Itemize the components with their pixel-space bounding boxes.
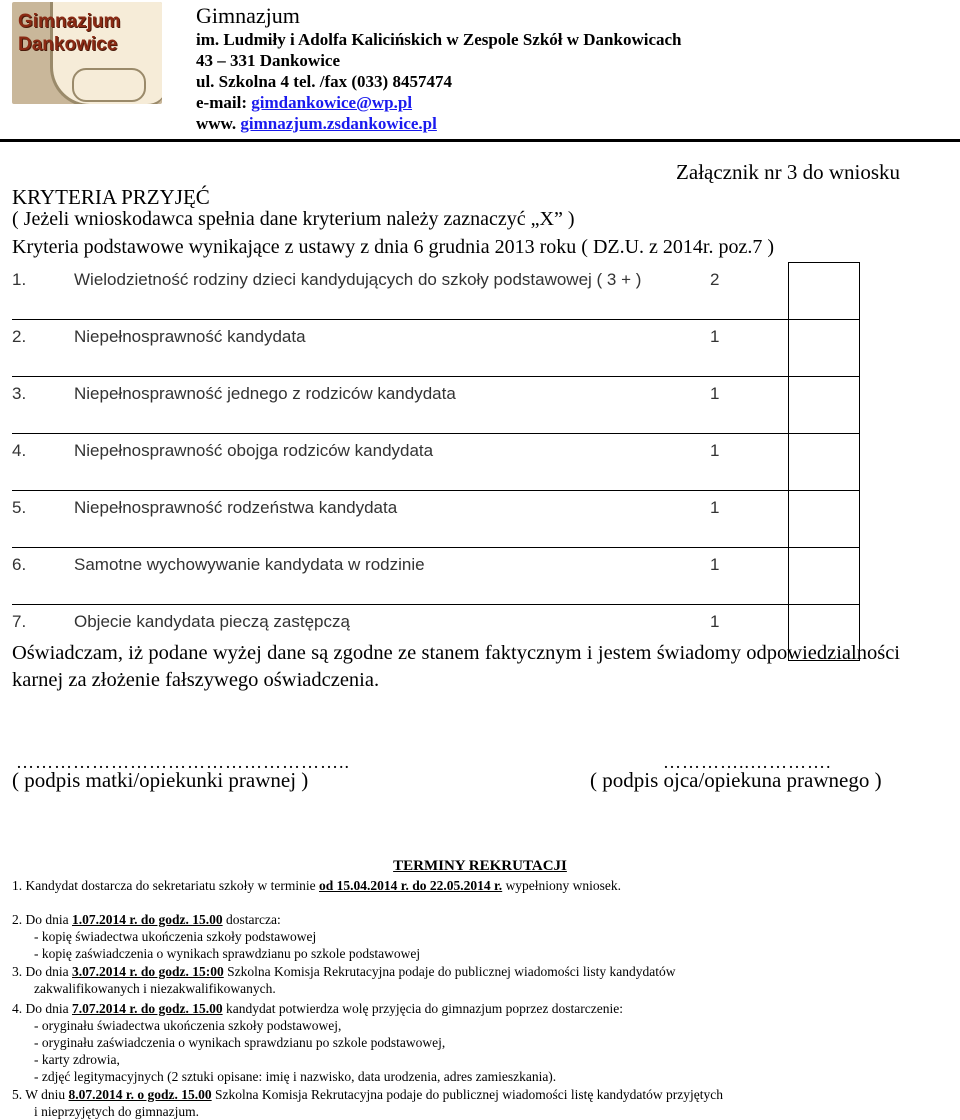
email-link[interactable]: gimdankowice@wp.pl <box>251 93 413 112</box>
school-logo <box>12 2 162 104</box>
term-5-date: 8.07.2014 r. o godz. 15.00 <box>68 1087 212 1102</box>
criterion-checkbox[interactable] <box>789 376 860 433</box>
terms-title: TERMINY REKRUTACJI <box>393 858 567 874</box>
annex-label: Załącznik nr 3 do wniosku <box>676 160 900 184</box>
criteria-table <box>12 262 860 661</box>
criterion-points: 1 <box>710 604 789 661</box>
criterion-number: 7. <box>12 611 27 631</box>
term-3-date: 3.07.2014 r. do godz. 15:00 <box>72 964 224 979</box>
criterion-text-cell <box>12 376 710 433</box>
criterion-points: 1 <box>710 490 789 547</box>
criterion-checkbox[interactable] <box>789 490 860 547</box>
criterion-label: Wielodzietność rodziny dzieci kandydujących do szkoły podstawowej ( 3 + ) <box>74 269 642 289</box>
school-street-phone: ul. Szkolna 4 tel. /fax (033) 8457474 <box>196 72 452 91</box>
www-label: www. <box>196 114 241 133</box>
criterion-row <box>12 319 860 376</box>
website-link[interactable]: gimnazjum.zsdankowice.pl <box>240 114 437 133</box>
criterion-text-cell <box>12 547 710 604</box>
term-2-item-1: - kopię świadectwa ukończenia szkoły podstawowej <box>34 929 317 944</box>
term-3-text-end: Szkolna Komisja Rekrutacyjna podaje do publicznej wiadomości listy kandydatów <box>223 964 676 979</box>
criterion-points: 1 <box>710 376 789 433</box>
term-4-item-1: - oryginału świadectwa ukończenia szkoły podstawowej, <box>34 1018 342 1033</box>
term-2-item-2: - kopię zaświadczenia o wynikach sprawdzianu po szkole podstawowej <box>34 946 421 961</box>
term-2-date: 1.07.2014 r. do godz. 15.00 <box>72 912 223 927</box>
criterion-number: 5. <box>12 497 27 517</box>
term-5 <box>12 1086 902 1103</box>
school-full-name: im. Ludmiły i Adolfa Kalicińskich w Zespole Szkół w Dankowicach <box>196 30 682 49</box>
term-4 <box>12 1000 902 1017</box>
term-1-text: 1. Kandydat dostarcza do sekretariatu szkoły w terminie <box>12 878 320 893</box>
criterion-checkbox[interactable] <box>789 433 860 490</box>
term-5-text-end: Szkolna Komisja Rekrutacyjna podaje do publicznej wiadomości listę kandydatów przyjętych <box>211 1087 724 1102</box>
term-3 <box>12 963 902 980</box>
signature-line-father: …………..…………. <box>663 752 832 772</box>
criterion-text-cell <box>12 263 710 320</box>
instruction-note: ( Jeżeli wnioskodawca spełnia dane kryterium należy zaznaczyć „X” ) <box>12 208 575 230</box>
criterion-number: 4. <box>12 440 27 460</box>
criterion-number: 6. <box>12 554 27 574</box>
criterion-checkbox[interactable] <box>789 319 860 376</box>
criterion-row <box>12 376 860 433</box>
hand-thumb-graphic <box>72 68 146 102</box>
criterion-number: 1. <box>12 269 27 289</box>
criterion-label: Niepełnosprawność kandydata <box>74 326 306 346</box>
term-1-dates: od 15.04.2014 r. do 22.05.2014 r. <box>319 878 503 893</box>
signature-line-mother: …………………………………………….. <box>16 752 350 772</box>
term-3-text: 3. Do dnia <box>12 964 72 979</box>
criterion-text-cell <box>12 490 710 547</box>
term-4-item-2: - oryginału zaświadczenia o wynikach sprawdzianu po szkole podstawowej, <box>34 1035 446 1050</box>
criterion-checkbox[interactable] <box>789 263 860 320</box>
term-4-text: 4. Do dnia <box>12 1001 72 1016</box>
criterion-row <box>12 263 860 320</box>
criterion-label: Objecie kandydata pieczą zastępczą <box>74 611 350 631</box>
criterion-checkbox[interactable] <box>789 547 860 604</box>
criterion-row <box>12 433 860 490</box>
criterion-points: 1 <box>710 547 789 604</box>
logo-text-line1: Gimnazjum <box>18 11 121 32</box>
logo-text-line2: Dankowice <box>18 34 118 55</box>
term-2-text-end: dostarcza: <box>222 912 281 927</box>
term-5-cont: i nieprzyjętych do gimnazjum. <box>34 1104 199 1119</box>
term-5-text: 5. W dniu <box>12 1087 69 1102</box>
header-divider <box>0 139 960 142</box>
school-www-line <box>196 113 437 134</box>
criterion-number: 2. <box>12 326 27 346</box>
criterion-points: 1 <box>710 319 789 376</box>
term-1-text-end: wypełniony wniosek. <box>502 878 622 893</box>
term-4-item-4: - zdjęć legitymacyjnych (2 sztuki opisane: imię i nazwisko, data urodzenia, adres zamieszkania). <box>34 1069 557 1084</box>
term-4-text-end: kandydat potwierdza wolę przyjęcia do gimnazjum poprzez dostarczenie: <box>222 1001 623 1016</box>
document-title: KRYTERIA PRZYJĘĆ <box>12 185 210 209</box>
criterion-label: Niepełnosprawność obojga rodziców kandydata <box>74 440 434 460</box>
term-1 <box>12 877 902 894</box>
term-2 <box>12 911 902 928</box>
criterion-text-cell <box>12 319 710 376</box>
criterion-text-cell <box>12 433 710 490</box>
signature-label-father: ( podpis ojca/opiekuna prawnego ) <box>590 768 882 792</box>
legal-basis: Kryteria podstawowe wynikające z ustawy z dnia 6 grudnia 2013 roku ( DZ.U. z 2014r. poz.7 ) <box>12 236 775 258</box>
criterion-label: Samotne wychowywanie kandydata w rodzinie <box>74 554 425 574</box>
criterion-points: 2 <box>710 269 720 289</box>
criterion-number: 3. <box>12 383 27 403</box>
school-name: Gimnazjum <box>196 3 300 28</box>
criterion-row <box>12 547 860 604</box>
criterion-points: 1 <box>710 433 789 490</box>
school-postal-address: 43 – 331 Dankowice <box>196 51 341 70</box>
signature-label-mother: ( podpis matki/opiekunki prawnej ) <box>12 768 309 792</box>
term-4-item-3: - karty zdrowia, <box>34 1052 120 1067</box>
declaration-text: Oświadczam, iż podane wyżej dane są zgodne ze stanem faktycznym i jestem świadomy odpowiedzialności karnej za złożenie fałszywego oświadczenia. <box>12 642 900 691</box>
term-3-cont: zakwalifikowanych i niezakwalifikowanych. <box>34 981 276 996</box>
criterion-label: Niepełnosprawność rodzeństwa kandydata <box>74 497 398 517</box>
term-4-date: 7.07.2014 r. do godz. 15.00 <box>72 1001 223 1016</box>
email-label: e-mail: <box>196 93 252 112</box>
criterion-label: Niepełnosprawność jednego z rodziców kandydata <box>74 383 456 403</box>
term-2-text: 2. Do dnia <box>12 912 72 927</box>
school-email-line <box>196 92 412 113</box>
criterion-row <box>12 490 860 547</box>
